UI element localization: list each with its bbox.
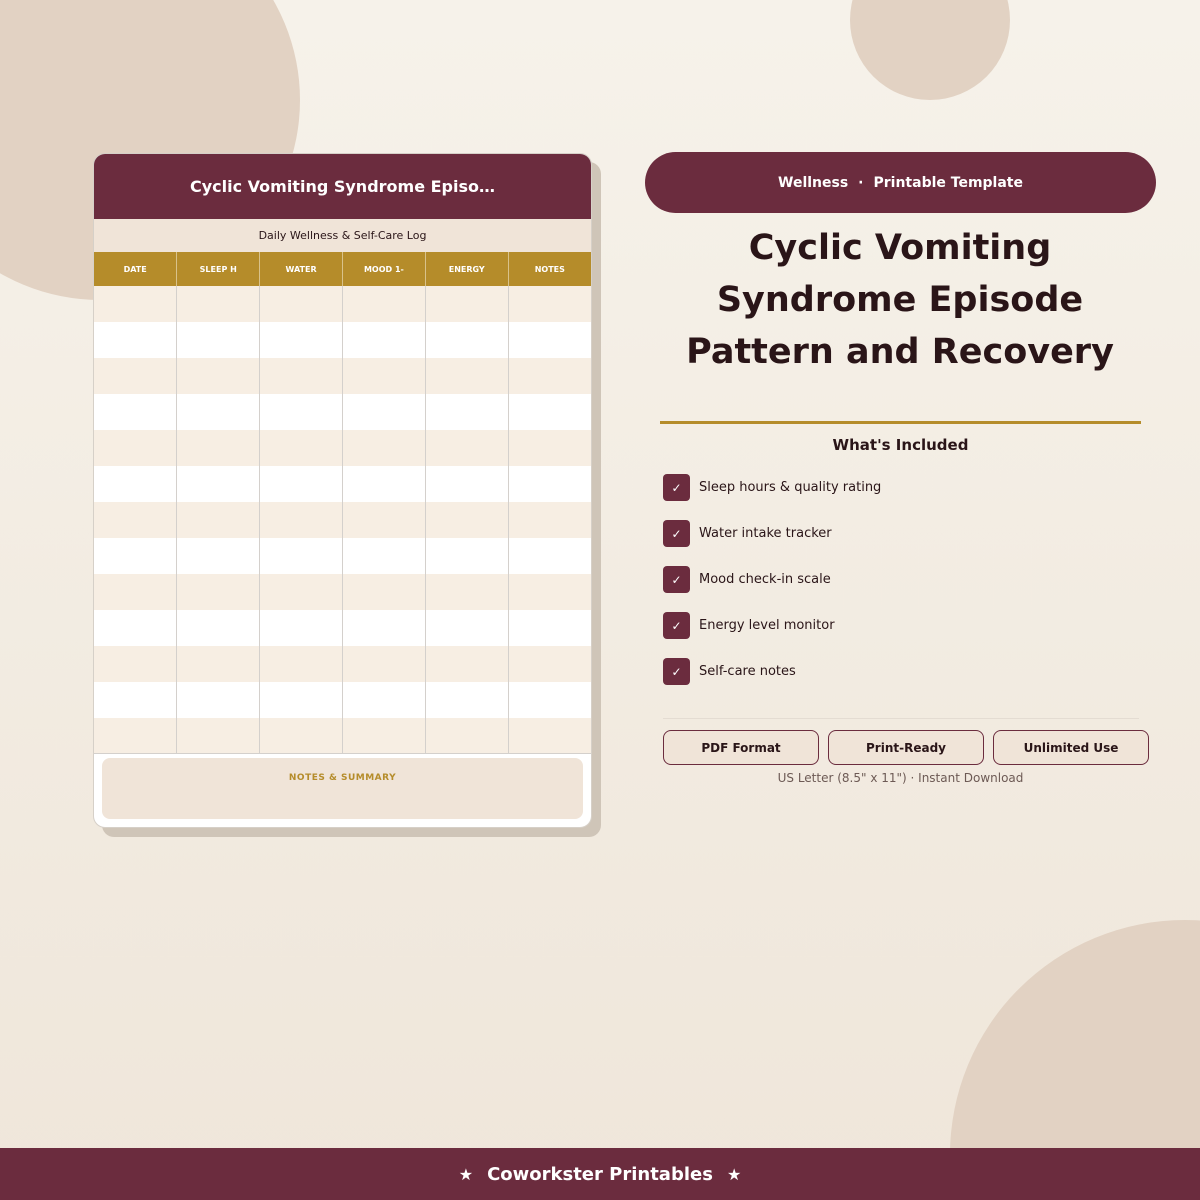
table-cell	[342, 538, 425, 574]
table-cell	[508, 286, 591, 322]
table-cell	[177, 538, 260, 574]
table-cell	[425, 430, 508, 466]
table-row	[94, 394, 591, 430]
table-cell	[260, 322, 343, 358]
table-cell	[94, 538, 177, 574]
table-cell	[260, 718, 343, 754]
table-cell	[508, 718, 591, 754]
table-row	[94, 322, 591, 358]
table-cell	[260, 430, 343, 466]
product-title	[650, 222, 1150, 378]
table-cell	[508, 574, 591, 610]
badge-pdf-format: PDF Format	[663, 730, 819, 765]
table-row	[94, 286, 591, 322]
table-row	[94, 466, 591, 502]
table-cell	[342, 322, 425, 358]
table-cell	[342, 574, 425, 610]
star-icon: ★	[726, 1164, 742, 1184]
table-row	[94, 502, 591, 538]
category-separator: ·	[858, 174, 864, 191]
table-cell	[342, 610, 425, 646]
category-pill	[645, 152, 1156, 213]
divider	[663, 718, 1139, 719]
column-header-date: DATE	[94, 252, 177, 286]
table-cell	[425, 718, 508, 754]
decorative-circle-top	[850, 0, 1010, 100]
table-cell	[260, 502, 343, 538]
table-cell	[94, 394, 177, 430]
product-title-line: Cyclic Vomiting	[748, 228, 1052, 268]
table-cell	[260, 646, 343, 682]
table-cell	[177, 430, 260, 466]
notes-summary-label: NOTES & SUMMARY	[288, 773, 397, 783]
table-cell	[177, 358, 260, 394]
table-cell	[177, 322, 260, 358]
table-row	[94, 574, 591, 610]
table-cell	[94, 286, 177, 322]
table-cell	[425, 286, 508, 322]
table-row	[94, 682, 591, 718]
table-cell	[425, 394, 508, 430]
table-cell	[508, 358, 591, 394]
table-cell	[260, 574, 343, 610]
table-cell	[342, 646, 425, 682]
column-header-sleep: SLEEP H	[177, 252, 260, 286]
checkmark-icon: ✓	[663, 520, 690, 547]
column-header-notes: NOTES	[508, 252, 591, 286]
table-cell	[508, 646, 591, 682]
notes-summary-box	[102, 758, 583, 819]
table-cell	[177, 286, 260, 322]
product-title-line: Syndrome Episode	[716, 280, 1084, 320]
table-cell	[260, 466, 343, 502]
table-cell	[425, 322, 508, 358]
table-cell	[94, 322, 177, 358]
table-cell	[508, 538, 591, 574]
feature-label: Energy level monitor	[699, 618, 835, 633]
feature-label: Self-care notes	[699, 664, 796, 679]
table-row	[94, 538, 591, 574]
table-cell	[177, 718, 260, 754]
table-cell	[342, 430, 425, 466]
table-cell	[177, 574, 260, 610]
feature-label: Water intake tracker	[699, 526, 832, 541]
badge-print-ready: Print-Ready	[828, 730, 984, 765]
table-cell	[94, 718, 177, 754]
format-badges	[663, 730, 1149, 765]
gold-divider	[660, 421, 1141, 424]
table-cell	[508, 610, 591, 646]
feature-label: Sleep hours & quality rating	[699, 480, 882, 495]
column-header-water: WATER	[260, 252, 343, 286]
table-cell	[94, 430, 177, 466]
log-table-header	[94, 252, 591, 286]
table-cell	[342, 682, 425, 718]
table-cell	[508, 394, 591, 430]
column-header-mood: MOOD 1-	[342, 252, 425, 286]
feature-item	[663, 474, 881, 501]
table-cell	[94, 574, 177, 610]
table-cell	[177, 682, 260, 718]
checkmark-icon: ✓	[663, 612, 690, 639]
table-divider	[94, 753, 591, 754]
table-cell	[177, 394, 260, 430]
sheet-title: Cyclic Vomiting Syndrome Episo…	[94, 154, 591, 219]
table-cell	[260, 394, 343, 430]
feature-item	[663, 566, 881, 593]
category-label: Wellness	[778, 174, 849, 191]
table-cell	[177, 502, 260, 538]
column-header-energy: ENERGY	[425, 252, 508, 286]
whats-included-heading: What's Included	[832, 436, 969, 454]
table-cell	[508, 502, 591, 538]
template-type-label: Printable Template	[873, 174, 1023, 191]
table-cell	[260, 358, 343, 394]
table-cell	[177, 610, 260, 646]
log-table-body	[94, 286, 591, 754]
table-cell	[342, 286, 425, 322]
format-info: US Letter (8.5" x 11") · Instant Download	[777, 771, 1024, 785]
log-table	[94, 252, 591, 754]
product-title-line: Pattern and Recovery	[686, 332, 1114, 372]
table-cell	[508, 682, 591, 718]
table-cell	[342, 502, 425, 538]
table-cell	[177, 466, 260, 502]
table-cell	[342, 394, 425, 430]
table-row	[94, 718, 591, 754]
template-preview-sheet	[93, 153, 592, 828]
table-cell	[425, 358, 508, 394]
table-cell	[508, 430, 591, 466]
feature-item	[663, 520, 881, 547]
table-cell	[508, 466, 591, 502]
table-cell	[94, 646, 177, 682]
table-cell	[260, 286, 343, 322]
feature-list	[663, 474, 881, 704]
table-cell	[260, 538, 343, 574]
table-cell	[260, 682, 343, 718]
table-cell	[342, 718, 425, 754]
table-cell	[425, 646, 508, 682]
star-icon: ★	[458, 1164, 474, 1184]
table-cell	[94, 610, 177, 646]
checkmark-icon: ✓	[663, 566, 690, 593]
table-cell	[94, 502, 177, 538]
feature-item	[663, 612, 881, 639]
table-cell	[425, 466, 508, 502]
table-cell	[425, 574, 508, 610]
table-cell	[425, 682, 508, 718]
table-cell	[94, 358, 177, 394]
table-row	[94, 610, 591, 646]
table-row	[94, 646, 591, 682]
table-row	[94, 358, 591, 394]
table-cell	[508, 322, 591, 358]
table-cell	[94, 682, 177, 718]
table-cell	[425, 610, 508, 646]
sheet-subtitle: Daily Wellness & Self-Care Log	[94, 219, 591, 252]
checkmark-icon: ✓	[663, 658, 690, 685]
table-cell	[425, 502, 508, 538]
table-cell	[94, 466, 177, 502]
brand-name: Coworkster Printables	[487, 1163, 713, 1185]
badge-unlimited-use: Unlimited Use	[993, 730, 1149, 765]
footer-banner	[0, 1148, 1200, 1200]
table-cell	[425, 538, 508, 574]
feature-item	[663, 658, 881, 685]
table-cell	[342, 358, 425, 394]
table-row	[94, 430, 591, 466]
checkmark-icon: ✓	[663, 474, 690, 501]
table-cell	[260, 610, 343, 646]
table-cell	[342, 466, 425, 502]
table-cell	[177, 646, 260, 682]
feature-label: Mood check-in scale	[699, 572, 831, 587]
